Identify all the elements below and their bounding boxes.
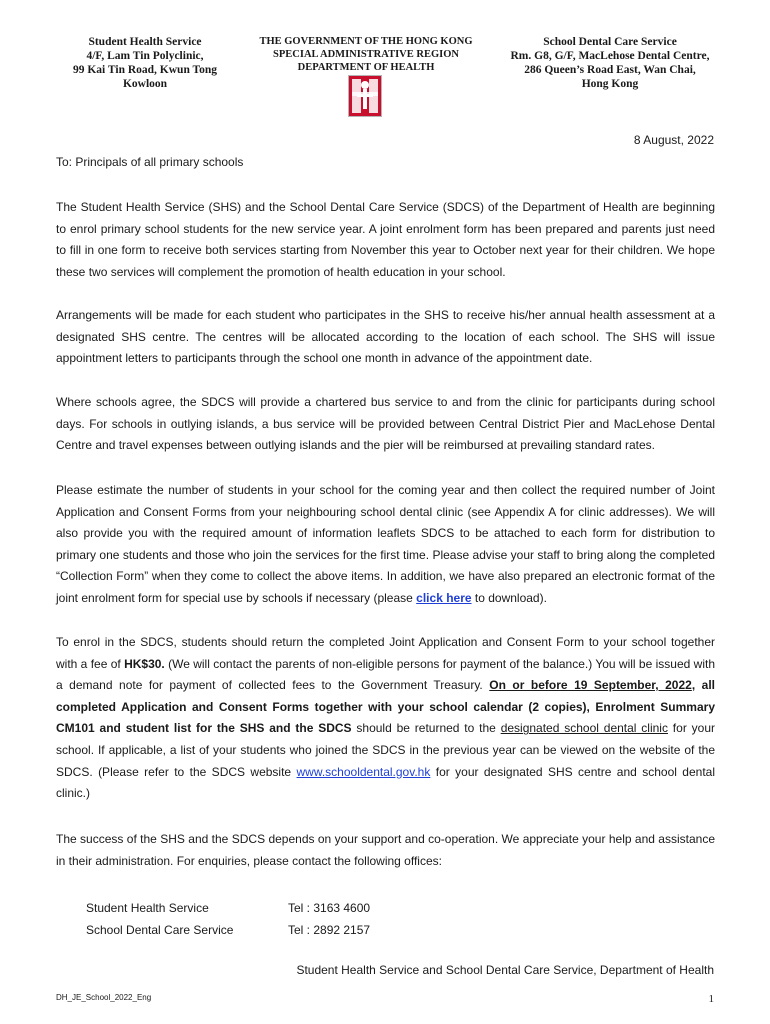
fee-amount: HK$30. bbox=[124, 656, 165, 671]
sdcs-address-line: Rm. G8, G/F, MacLehose Dental Centre, bbox=[510, 50, 710, 62]
paragraph-closing: The success of the SHS and the SDCS depends on your support and co-operation. We appreciate your help and assistance in their administration. For enquiries, please contact the following offices: bbox=[56, 832, 715, 868]
shs-address-line: Kowloon bbox=[122, 78, 168, 90]
designated-clinic-text: designated school dental clinic bbox=[500, 721, 668, 736]
government-header-line: SPECIAL ADMINISTRATIVE REGION bbox=[273, 49, 459, 60]
contact-telephone: Tel : 3163 4600 bbox=[288, 901, 371, 915]
document-reference: DH_JE_School_2022_Eng bbox=[56, 993, 152, 1002]
shs-address-line: 4/F, Lam Tin Polyclinic, bbox=[86, 50, 204, 62]
government-header-line: DEPARTMENT OF HEALTH bbox=[297, 62, 435, 73]
paragraph-shs-arrangements: Arrangements will be made for each student who participates in the SHS to receive his/her annual health assessment at a designated SHS centre. The centres will be allocated according to the location of each school. The SHS will issue appointment letters to participants through the school one month in advance of the appointment date. bbox=[56, 308, 715, 366]
paragraph-enrolment bbox=[56, 632, 715, 805]
paragraph-text: (We will contact the parents of non-eligible persons for payment of the balance.) You will be issued with a demand note for payment of collected fees to the Government Treasury. bbox=[56, 656, 715, 693]
page-number: 1 bbox=[708, 993, 714, 1005]
sdcs-address-block bbox=[492, 35, 728, 91]
sdcs-website-link[interactable]: www.schooldental.gov.hk bbox=[296, 764, 431, 779]
sdcs-address-line: Hong Kong bbox=[581, 78, 639, 90]
department-of-health-logo-icon bbox=[348, 75, 382, 117]
paragraph-text: to download). bbox=[471, 590, 547, 605]
download-form-link[interactable]: click here bbox=[416, 590, 472, 605]
deadline-text: On or before 19 September, 2022 bbox=[489, 678, 692, 693]
paragraph-intro: The Student Health Service (SHS) and the School Dental Care Service (SDCS) of the Department of Health are beginning to enrol primary school students for the new service year. A joint enrolment form has been prepared and parents just need to fill in one form to receive both services starting from November this year to October next year for their children. We hope these two services will complement the promotion of health education in your school. bbox=[56, 200, 715, 279]
paragraph-text: Please estimate the number of students in your school for the coming year and then collect the required number of Joint Application and Consent Forms from your neighbouring school dental clinic (see Appendix A for clinic addresses). We will also provide you with the required amount of information leaflets SDCS to be attached to each form for distribution to primary one students and those who join the services for the first time. Please advise your staff to bring along the completed “Collection Form” when they come to collect the above items. In addition, we have also prepared an electronic format of the joint enrolment form for special use by schools if necessary (please bbox=[56, 483, 715, 605]
paragraph-text: To enrol in the SDCS, students should return the completed Joint Application and Consent Form to your school together with a fee of bbox=[56, 635, 715, 671]
letter-signoff: Student Health Service and School Dental Care Service, Department of Health bbox=[296, 963, 714, 977]
shs-address-line: 99 Kai Tin Road, Kwun Tong bbox=[72, 64, 218, 76]
government-header bbox=[240, 35, 492, 74]
required-documents-text: , all completed Application and Consent Forms together with your school calendar (2 copies), Enrolment Summary CM101 and student list for the SHS and the SDCS bbox=[56, 678, 715, 736]
paragraph-text: for your designated SHS centre and school dental clinic.) bbox=[56, 764, 715, 801]
contact-office-name: Student Health Service bbox=[86, 901, 209, 915]
letter-recipient: To: Principals of all primary schools bbox=[56, 155, 244, 169]
government-header-line: THE GOVERNMENT OF THE HONG KONG bbox=[259, 36, 473, 47]
letter-date: 8 August, 2022 bbox=[633, 133, 714, 147]
paragraph-bus-service: Where schools agree, the SDCS will provide a chartered bus service to and from the clinic for participants during school days. For schools in outlying islands, a bus service will be provided between Central District Pier and MacLehose Dental Centre and travel expenses between outlying islands and the pier will be reimbursed at prevailing standard rates. bbox=[56, 395, 715, 453]
sdcs-address-line: 286 Queen’s Road East, Wan Chai, bbox=[524, 64, 696, 76]
sdcs-address-line: School Dental Care Service bbox=[543, 36, 677, 48]
shs-address-block bbox=[45, 35, 245, 91]
paragraph-text: should be returned to the bbox=[351, 721, 501, 736]
shs-address-line: Student Health Service bbox=[88, 36, 202, 48]
contact-office-name: School Dental Care Service bbox=[86, 923, 234, 937]
paragraph-text: for your school. If applicable, a list of your students who joined the SDCS in the previous year can be viewed on the website of the SDCS. (Please refer to the SDCS website bbox=[56, 721, 715, 779]
paragraph-form-collection bbox=[56, 480, 715, 610]
contact-telephone: Tel : 2892 2157 bbox=[288, 923, 371, 937]
